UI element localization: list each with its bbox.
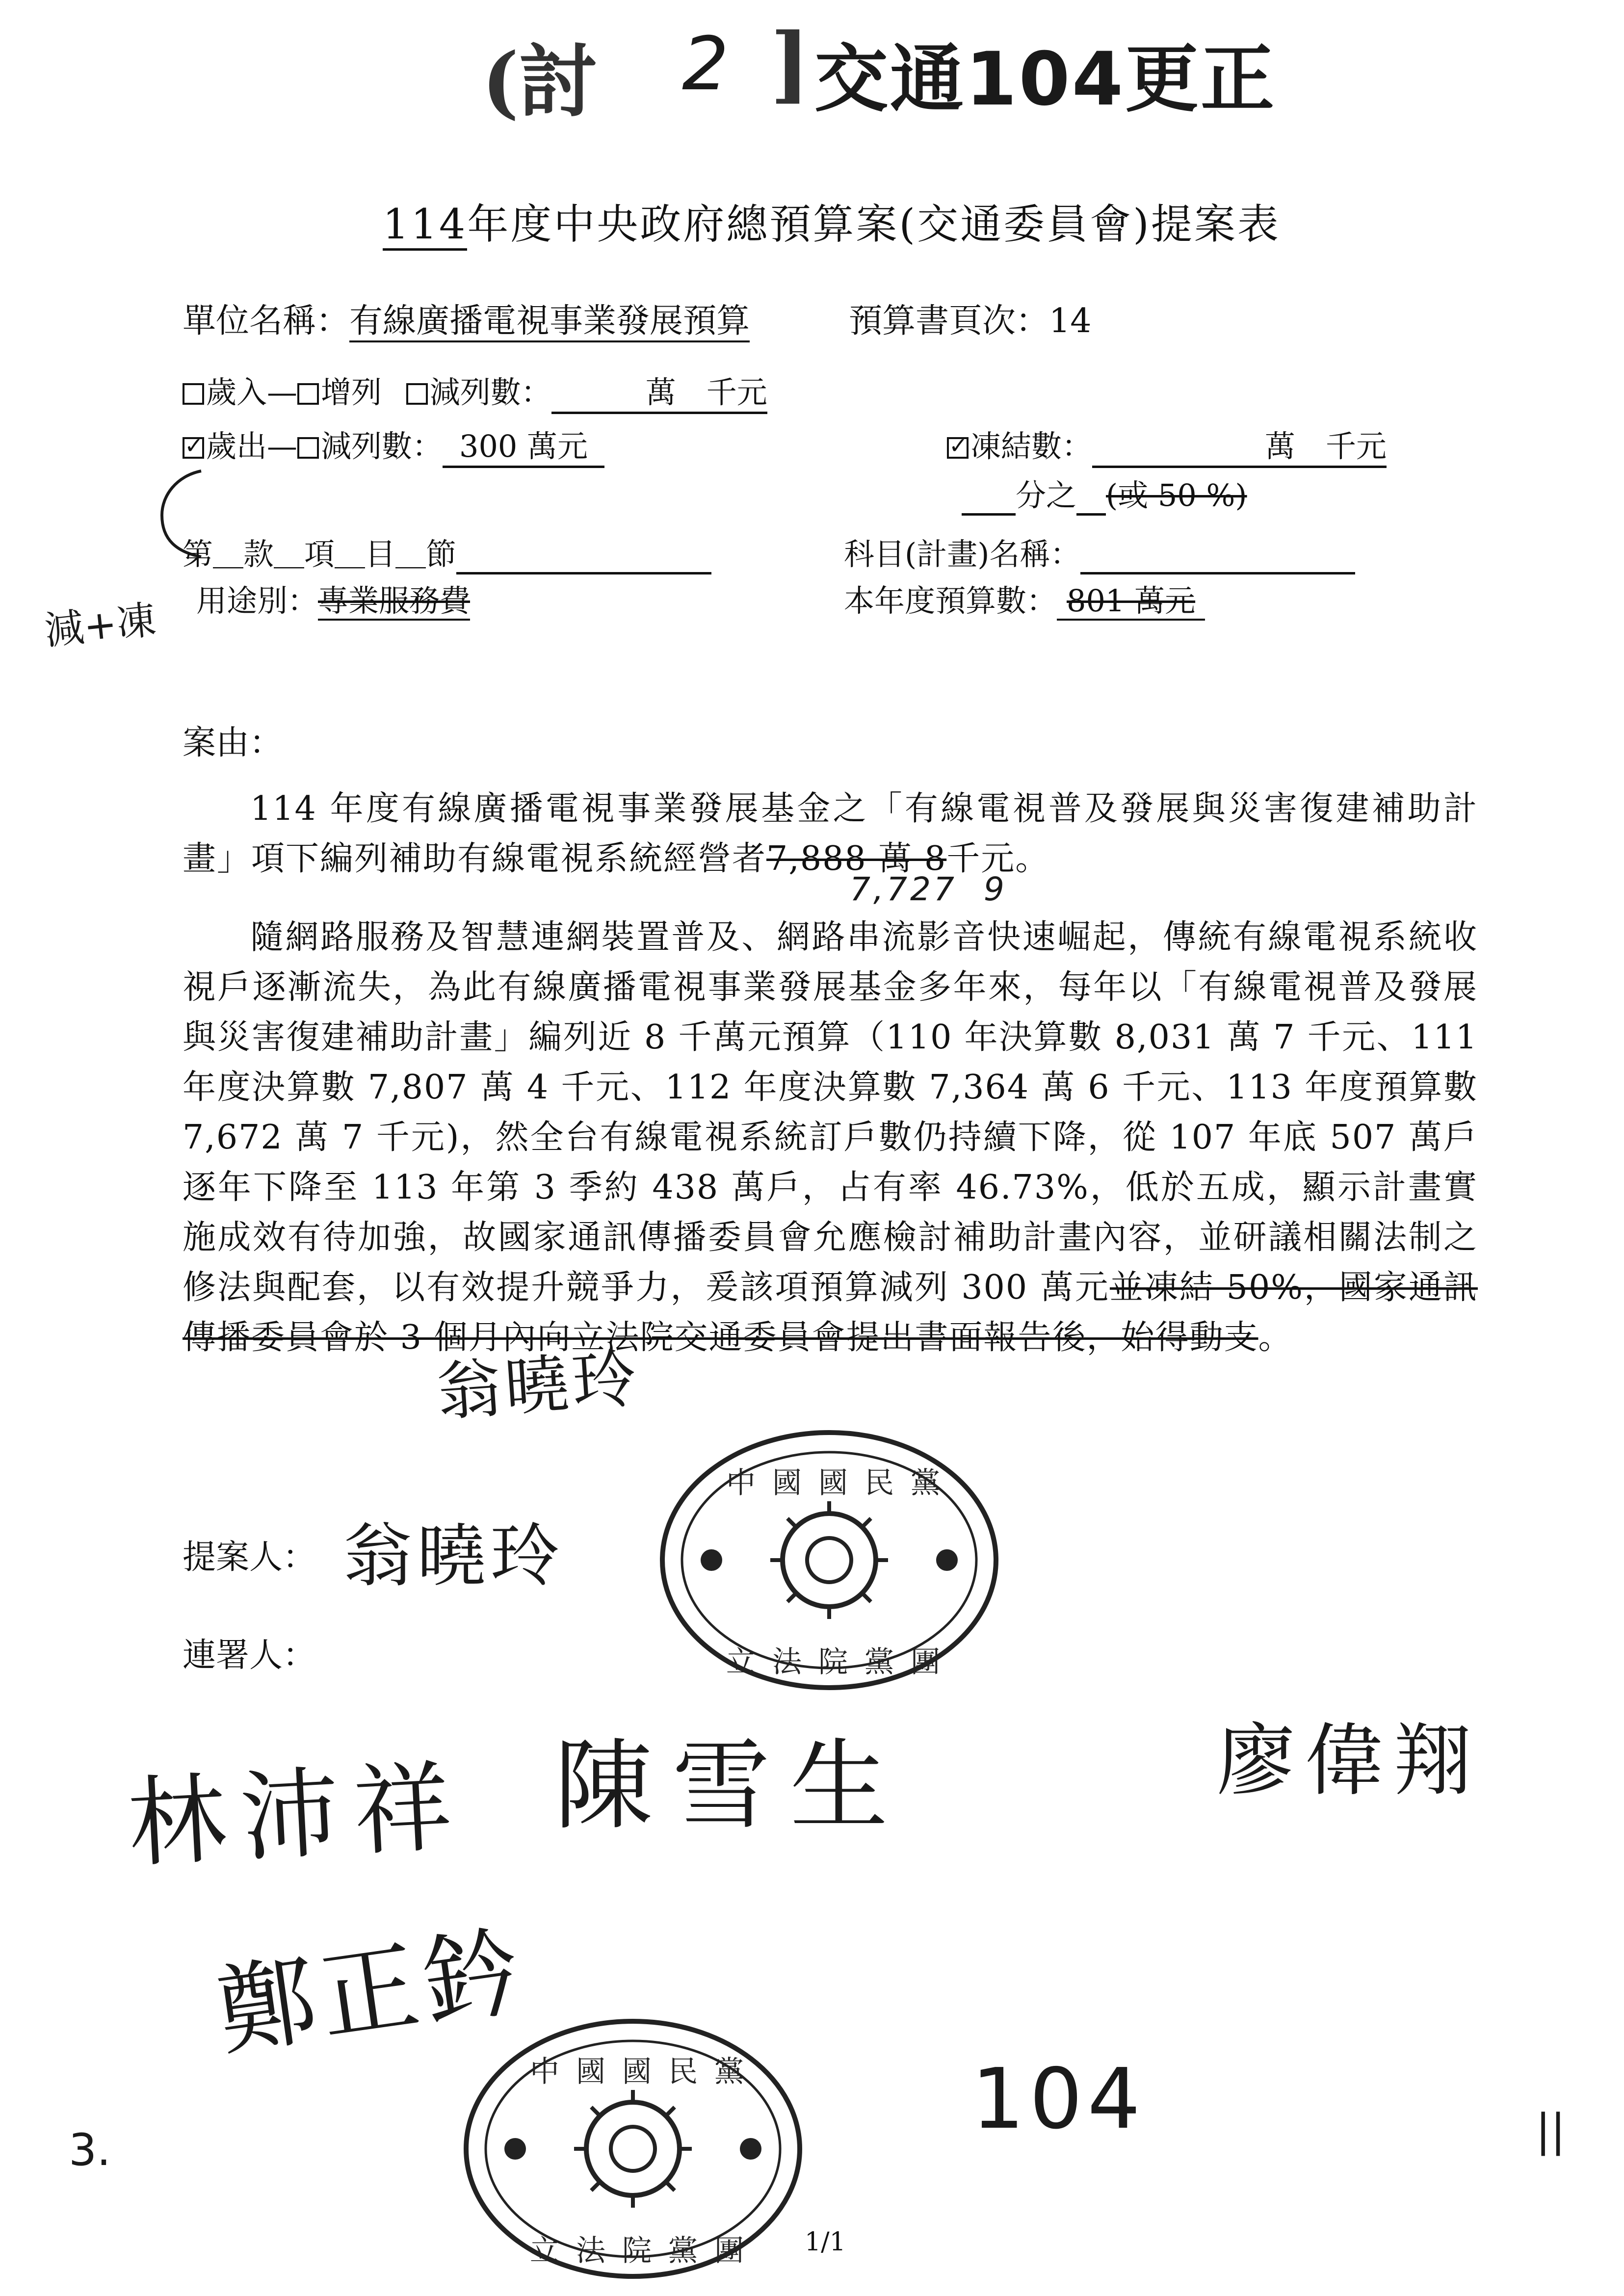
p1-struck-amount: 7,888 萬 8 xyxy=(766,839,947,878)
margin-note: 減+凍 xyxy=(42,597,158,654)
seal-upper-top-text: 中國國民黨 xyxy=(726,1466,957,1500)
use-struck: 專業服務費 xyxy=(318,583,470,621)
budget-label: 本年度預算數： xyxy=(844,583,1057,619)
seal-upper-bottom-text: 立法院黨團 xyxy=(726,1645,957,1679)
revenue-amount: 萬 千元 xyxy=(551,368,767,414)
seal-lower-bottom-text: 立法院黨團 xyxy=(530,2234,760,2268)
right-mark: || xyxy=(1536,2105,1566,2156)
paragraph-1: 114 年度有線廣播電視事業發展基金之「有線電視普及發展與災害復建補助計畫」項下編列補助有線電視系統經營者7,888 萬 8千元。 xyxy=(183,789,1478,878)
budget-struck: 801 萬元 xyxy=(1057,583,1205,621)
subject-row xyxy=(844,530,1355,574)
expense-decrease-checkbox xyxy=(297,437,319,459)
page-value: 14 xyxy=(1049,302,1092,340)
handwritten-correction: 7,727 9 xyxy=(850,870,1007,908)
revenue-label: 歲入— xyxy=(206,374,298,410)
fraction-struck: (或 50 %) xyxy=(1106,477,1247,513)
subject-label: 科目(計畫)名稱： xyxy=(844,536,1081,572)
use-row xyxy=(196,576,470,620)
increase-checkbox xyxy=(297,383,319,405)
page-label: 預算書頁次： xyxy=(849,302,1049,340)
revenue-checkbox xyxy=(183,383,204,405)
page-title xyxy=(383,191,1281,251)
cosigner-signature-4: 鄭正鈐 xyxy=(210,1914,533,2070)
expense-label: 歲出— xyxy=(206,428,298,464)
page-number: 1/1 xyxy=(805,2227,846,2257)
docket-tag: (討 xyxy=(482,35,598,128)
unit-label: 單位名稱： xyxy=(183,302,350,340)
freeze-row xyxy=(947,422,1387,468)
page-ref xyxy=(849,294,1092,342)
freeze-label: 凍結數： xyxy=(970,428,1093,464)
decrease-checkbox xyxy=(406,383,428,405)
case-label: 案由： xyxy=(183,724,283,762)
cosigner-signature-1: 林沛祥 xyxy=(125,1749,470,1881)
docket-number: 2 xyxy=(682,22,729,107)
expense-decrease: 減列數： xyxy=(321,428,443,464)
handwritten-number: 104 xyxy=(971,2051,1146,2148)
title-text: 年度中央政府總預算案(交通委員會)提案表 xyxy=(467,200,1281,248)
expense-checkbox xyxy=(183,437,204,459)
freeze-amount: 萬 千元 xyxy=(1092,422,1387,468)
cosigner-signature-2: 陳雪生 xyxy=(554,1729,908,1843)
title-year: 114 xyxy=(383,200,467,251)
committee-note: 交通104更正 xyxy=(814,37,1277,122)
line-fields: 第＿款＿項＿目＿節 xyxy=(183,536,457,572)
revenue-row xyxy=(183,368,767,414)
expense-amount: 300 萬元 xyxy=(443,422,604,468)
revenue-increase: 增列 xyxy=(321,374,382,410)
expense-row xyxy=(183,422,604,468)
initial-signature: 翁曉玲 xyxy=(434,1341,643,1430)
fraction-text: 分之 xyxy=(1016,477,1077,513)
seal-lower-top-text: 中國國民黨 xyxy=(530,2055,760,2089)
docket-bracket: ] xyxy=(770,15,810,113)
unit-row xyxy=(183,294,750,342)
proposer-signature: 翁曉玲 xyxy=(343,1516,565,1596)
proposer-label: 提案人： xyxy=(183,1538,316,1577)
fraction-row xyxy=(962,471,1247,516)
budget-row xyxy=(844,576,1205,620)
freeze-checkbox xyxy=(947,437,969,459)
revenue-decrease: 減列數： xyxy=(429,374,551,410)
cosigner-label: 連署人： xyxy=(183,1636,316,1675)
line-item-row xyxy=(183,530,711,574)
use-label: 用途別： xyxy=(196,583,318,619)
left-mark: 3. xyxy=(69,2124,111,2176)
cosigner-signature-3: 廖偉翔 xyxy=(1217,1715,1482,1806)
paragraph-2: 隨網路服務及智慧連網裝置普及、網路串流影音快速崛起，傳統有線電視系統收視戶逐漸流失，為此有線廣播電視事業發展基金多年來，每年以「有線電視普及發展與災害復建補助計畫」編列近 8 千萬元預算（110 年決算數 8,031 萬 7 千元、111 年度決算數 7,807 萬 4 千元、112 年度決算數 7,364 萬 6 千元、113 年度預算數 7,672 萬 7 千元)，然全台有線電視系統訂戶數仍持續下降，從 107 年底 507 萬戶逐年下降至 113 年第 3 季約 438 萬戶，占有率 46.73%，低於五成，顯示計畫實施成效有待加強，故國家通訊傳播委員會允應檢討補助計畫內容，並研議相關法制之修法與配套，以有效提升競爭力，爰該項預算減列 300 萬元並凍結 50%，國家通訊傳播委員會於 3 個月內向立法院交通委員會提出書面報告後，始得動支。 xyxy=(183,918,1478,1357)
case-body xyxy=(183,784,1478,1363)
unit-value: 有線廣播電視事業發展預算 xyxy=(349,302,750,342)
p2-struck-clause: 並凍結 50%，國家通訊傳播委員會於 3 個月內向立法院交通委員會提出書面報告後，始得動支 xyxy=(183,1268,1478,1357)
